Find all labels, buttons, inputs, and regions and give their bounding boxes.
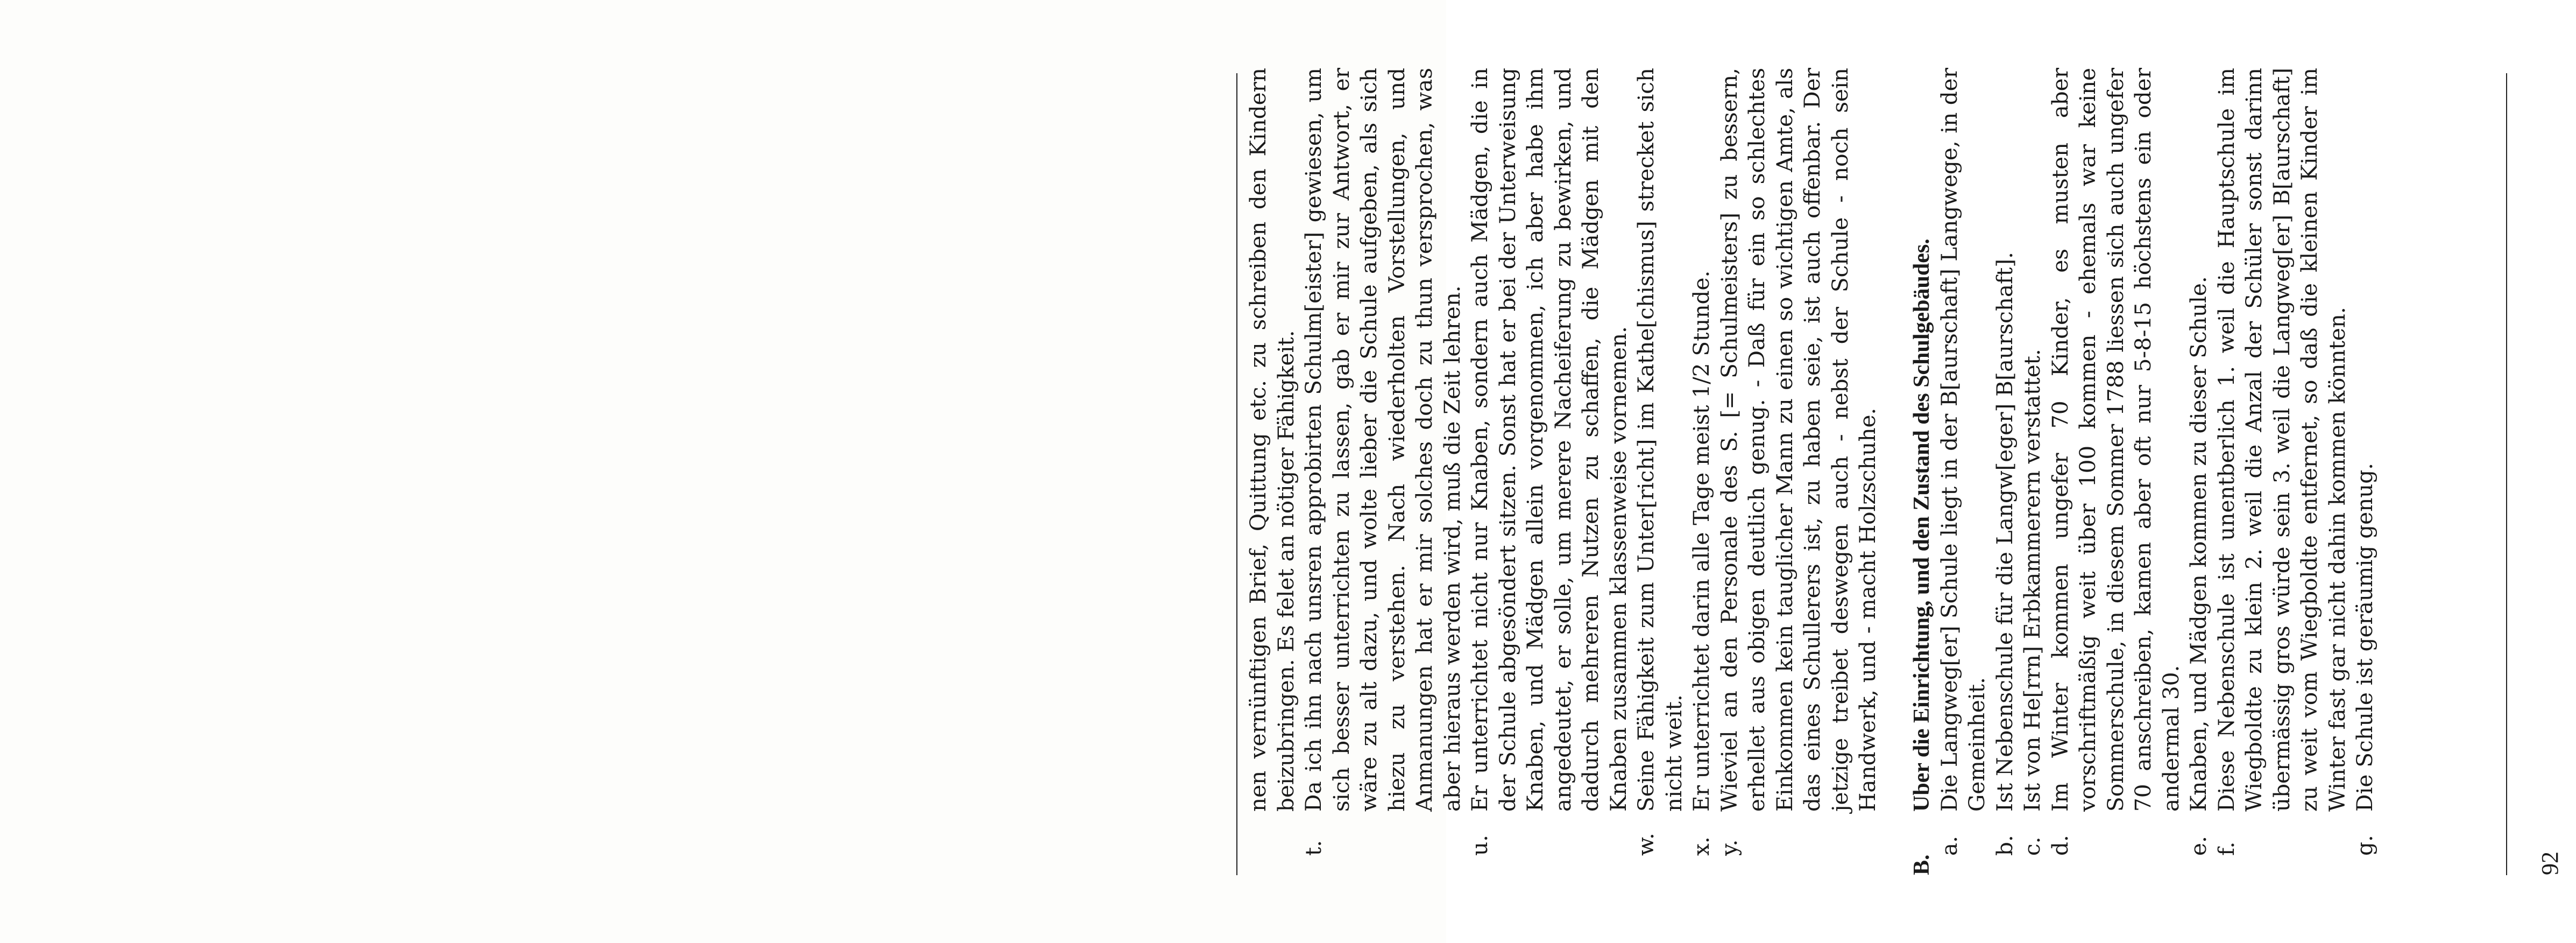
list-item	[2213, 68, 2352, 875]
item-text: Da ich ihn nach unsren approbirten Schulm[eister] gewiesen, um sich besser unterrichten zu lassen, gab er mir zur Antwort, er wäre zu alt dazu, und wolte lieber die Schule aufgeben, als sich hiezu zu verstehen. Nach wiederholten Vorstellungen, und Anmanungen hat er mir solches doch zu thun versprochen, was aber hieraus werden wird, muß die Zeit lehren.	[1300, 68, 1465, 812]
bottom-rule	[2506, 73, 2507, 875]
item-label: u.	[1467, 835, 1492, 856]
item-text: Im Winter kommen ungefer 70 Kinder, es musten aber vorschriftmäßig weit über 100 kommen - ehemals war keine Sommerschule, in diesem Sommer 1788 liessen sich auch ungefer 70 anschreiben, kamen aber oft nur 5-8-15 höchstens ein oder andermal 30.	[2047, 68, 2184, 812]
item-label: t.	[1300, 840, 1326, 856]
item-text: Seine Fähigkeit zum Unter[richt] im Kathe[chismus] strecket sich nicht weit.	[1633, 68, 1687, 812]
list-item	[1716, 68, 1882, 875]
item-text: Diese Nebenschule ist unentberlich 1. weil die Hauptschule im Wiegboldte zu klein 2. weil die Anzal der Schüler sonst darinn übermässig gros würde sein 3. weil die Langweg[er] B[aurschaft] zu weit vom Wiegboldte entfernet, so daß die kleinen Kinder im Winter fast gar nicht dahin kommen könnten.	[2213, 68, 2350, 812]
item-text: Ist Nebenschule für die Langw[eger] B[aurschaft].	[1991, 252, 2018, 812]
section-heading	[1908, 68, 1936, 875]
item-label: g.	[2352, 835, 2377, 856]
page-number: 92	[2537, 851, 2563, 875]
item-label: w.	[1633, 833, 1659, 856]
item-text: nen vernünftigen Brief, Quittung etc. zu schreiben den Kindern beizubringen. Es felet an nötiger Fähigkeit.	[1245, 68, 1299, 812]
item-text: Die Schule ist geräumig genug.	[2352, 462, 2377, 812]
item-label: b.	[1991, 835, 2018, 856]
list-item	[1466, 68, 1632, 875]
item-label: y.	[1716, 839, 1742, 856]
list-item	[2047, 68, 2185, 875]
section-label: B.	[1909, 854, 1934, 875]
item-text: Wieviel an den Personale des S. [= Schulmeisters] zu bessern, erhellet aus obigen deutlich genug. - Daß für ein so schlechtes Einkommen kein tauglicher Mann zu einen so wichtigen Amte, als das eines Schullerers ist, zu haben seie, ist auch offenbar. Der jetzige treibet deswegen auch - nebst der Schule - noch sein Handwerk, und - macht Holzschuhe.	[1716, 68, 1880, 812]
list-item	[1688, 68, 1716, 875]
item-text: Er unterrichtet darin alle Tage meist 1/2 Stunde.	[1688, 270, 1714, 812]
section-title: Uber die Einrichtung, und den Zustand des Schulgebäudes.	[1909, 238, 1934, 812]
item-label: x.	[1688, 836, 1714, 856]
list-item	[1300, 68, 1466, 875]
list-item	[2351, 68, 2379, 875]
item-text: Die Langweg[er] Schule liegt in der B[aurschaft] Langwege, in der Gemeinheit.	[1936, 68, 1990, 812]
text-column	[1244, 68, 2379, 875]
list-item	[1632, 68, 1688, 875]
item-text: Ist von He[rrn] Erbkammerern verstattet.	[2019, 349, 2045, 812]
list-item	[1936, 68, 1991, 875]
item-label: c.	[2019, 836, 2045, 856]
list-item	[1244, 68, 1300, 875]
item-label: e.	[2185, 836, 2211, 856]
item-label: d.	[2047, 835, 2073, 856]
list-item	[1991, 68, 2019, 875]
item-label: a.	[1936, 835, 1962, 856]
item-text: Er unterrichtet nicht nur Knaben, sondern auch Mädgen, die in der Schule abgesöndert sitzen. Sonst hat er bei der Unterweisung Knaben, und Mädgen allein vorgenommen, ich aber habe ihm angedeutet, er solle, um merere Nacheiferung zu bewirken, und dadurch mehreren Nutzen zu schaffen, die Mädgen mit den Knaben zusammen klassenweise vornemen.	[1467, 68, 1631, 812]
list-item	[2185, 68, 2213, 875]
item-label: f.	[2213, 841, 2239, 856]
rotated-text-block	[1245, 68, 2576, 875]
item-text: Knaben, und Mädgen kommen zu dieser Schule.	[2185, 276, 2211, 812]
top-rule	[1236, 73, 1237, 875]
list-item	[2019, 68, 2047, 875]
